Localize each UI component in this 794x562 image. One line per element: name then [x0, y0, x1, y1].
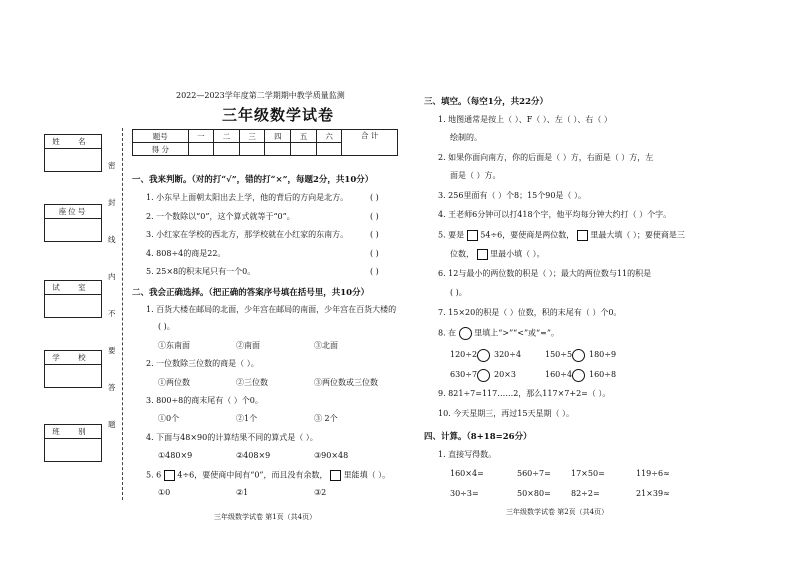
compare-expr: 160÷4: [545, 370, 573, 379]
seal-line: [122, 128, 123, 500]
score-cell[interactable]: [316, 143, 342, 156]
score-header-cell: 五: [291, 130, 317, 143]
calc-item: 160×4=: [450, 469, 484, 478]
calc-item: 560÷7=: [517, 469, 551, 478]
fill-question: 10. 今天星期三，再过15天星期（ ）。: [438, 409, 574, 418]
fill-question: 2. 如果你面向南方，你的后面是（ ）方，右面是（ ）方，左: [438, 153, 654, 162]
q8-prefix: 8. 在: [438, 328, 457, 338]
choice-option: ③ 2个: [314, 414, 338, 423]
score-cell[interactable]: [265, 143, 291, 156]
score-cell[interactable]: [188, 143, 214, 156]
choice-option: ①480×9: [158, 451, 193, 460]
judge-item: 4. 808÷4的商是22。: [146, 249, 226, 258]
seal-char: 答: [108, 383, 116, 392]
compare-circle[interactable]: [477, 349, 490, 362]
choice-question: 3. 800÷8的商末尾有（ ）个0。: [146, 396, 263, 405]
fill-question: 6. 12与最小的两位数的积是（ ）；最大的两位数与11的积是: [438, 269, 652, 278]
blank-box[interactable]: [467, 230, 478, 241]
choice-option: ③90×48: [314, 451, 349, 460]
compare-expr: 160÷8: [589, 370, 617, 379]
part4-heading: 四、计算。（8+18=26分）: [424, 432, 532, 442]
score-row-label: 得 分: [133, 143, 189, 156]
choice-option: ②1个: [236, 414, 258, 423]
score-table: [132, 129, 398, 156]
blank-box[interactable]: [164, 470, 175, 481]
choice-option: ①0个: [158, 414, 180, 423]
q5-middle: 4÷6，要使商中间有“0”，而且没有余数，: [177, 470, 328, 480]
part3-heading: 三、填空。（每空1分，共22分）: [424, 97, 548, 107]
calc-item: 17×50=: [571, 469, 605, 478]
judge-item: 2. 一个数除以“0”，这个算式就等于“0”。: [146, 212, 295, 221]
fill-question: 9. 821÷7=117……2，那么117×7+2=（ ）。: [438, 389, 611, 398]
score-cell[interactable]: [214, 143, 240, 156]
room-field-box: [44, 280, 102, 318]
page2-footer: 三年级数学试卷 第2页（共4页）: [506, 508, 609, 516]
seal-char: 不: [108, 309, 116, 318]
blank-box[interactable]: [477, 249, 488, 260]
calc-item: 50×80=: [517, 489, 551, 498]
exam-subtitle: 2022—2023学年度第二学期期中教学质量监测: [176, 91, 345, 100]
compare-expr: 120÷2: [450, 350, 478, 359]
score-header-cell: 二: [214, 130, 240, 143]
choice-option: ③2: [314, 488, 327, 497]
name-field-box: [44, 134, 102, 172]
score-header-cell: 三: [239, 130, 265, 143]
compare-circle[interactable]: [572, 369, 585, 382]
choice-option: ②408×9: [236, 451, 271, 460]
choice-question: 2. 一位数除三位数的商是（ ）。: [146, 359, 259, 368]
choice-option: ②南面: [236, 341, 260, 350]
choice-option: ③北面: [314, 341, 338, 350]
score-cell[interactable]: [239, 143, 265, 156]
compare-expr: 20×3: [494, 370, 516, 379]
q5-prefix: 5. 要是: [438, 230, 465, 240]
fill-question: [438, 230, 685, 241]
choice-question: 4. 下面与48×90的计算结果不同的算式是（ ）。: [146, 433, 318, 442]
blank-box[interactable]: [577, 230, 588, 241]
seal-char: 题: [108, 420, 116, 429]
exam-title: 三年级数学试卷: [222, 106, 335, 124]
fill-question: [438, 327, 559, 340]
choice-option: ①0: [158, 488, 171, 497]
answer-blank[interactable]: ( ): [370, 267, 379, 276]
part2-heading: 二、我会正确选择。（把正确的答案序号填在括号里，共10分）: [132, 288, 370, 298]
seal-char: 封: [108, 198, 116, 207]
score-header-cell: 四: [265, 130, 291, 143]
compare-expr: 320÷4: [494, 350, 522, 359]
fill-question: 7. 15×20的积是（ ）位数，积的末尾有（ ）个0。: [438, 308, 622, 317]
part1-heading: 一、我来判断。（对的打“√”，错的打“×”，每题2分，共10分）: [132, 175, 374, 185]
class-field-box: [44, 424, 102, 462]
compare-expr: 150÷5: [545, 350, 573, 359]
q5-cont-suffix: 里最小填（ ）。: [490, 249, 545, 259]
score-table-header-row: [133, 130, 398, 143]
page1-footer: 三年级数学试卷 第1页（共4页）: [214, 513, 317, 521]
fill-question-cont: 面是（ ）方。: [450, 171, 501, 180]
q8-suffix: 里填上“>”“<”或“=”。: [474, 328, 559, 338]
compare-circle[interactable]: [477, 369, 490, 382]
blank-box[interactable]: [330, 470, 341, 481]
calc-subheading: 1. 直接写得数。: [438, 450, 497, 459]
seal-char: 线: [108, 235, 116, 244]
school-field-box: [44, 350, 102, 388]
seal-char: 内: [108, 272, 116, 281]
q5-cont-prefix: 位数，: [450, 249, 474, 259]
compare-circle[interactable]: [572, 349, 585, 362]
fill-question: 4. 王老师6分钟可以打418个字，他平均每分钟大约打（ ）个字。: [438, 210, 672, 219]
score-header-cell: 六: [316, 130, 342, 143]
judge-item: 5. 25×8的积末尾只有一个0。: [146, 267, 256, 276]
school-field-label: 学 校: [45, 351, 101, 365]
fill-question: 1. 地图通常是按上（ ）、F（ ）、左（ ）、右（ ）: [438, 115, 612, 124]
fill-question: 3. 256里面有（ ）个8；15个90是（ ）。: [438, 191, 586, 200]
name-field-label: 姓 名: [45, 135, 101, 149]
room-field-label: 试 室: [45, 281, 101, 295]
choice-option: ②三位数: [236, 378, 268, 387]
choice-question: [146, 470, 390, 481]
choice-option: ③两位数或三位数: [314, 378, 378, 387]
q5-suffix: 里能填（ ）。: [343, 470, 391, 480]
compare-circle-icon: [459, 327, 472, 340]
calc-item: 82÷2=: [571, 489, 600, 498]
score-header-cell: 一: [188, 130, 214, 143]
answer-blank[interactable]: ( ): [370, 212, 379, 221]
q5-prefix: 5. 6: [146, 470, 162, 480]
answer-blank[interactable]: ( ): [370, 249, 379, 258]
choice-question: 1. 百货大楼在邮局的北面，少年宫在邮局的南面，少年宫在百货大楼的: [146, 305, 397, 314]
fill-question-cont: [450, 249, 545, 260]
choice-question-cont: ( )。: [158, 322, 175, 331]
answer-blank[interactable]: ( ): [370, 230, 379, 239]
score-total-header: 合 计: [342, 130, 398, 156]
seat-field-label: 座位号: [45, 205, 101, 219]
judge-item: 3. 小红家在学校的西北方，那学校就在小红家的东南方。: [146, 230, 349, 239]
calc-item: 21×39≈: [636, 489, 670, 498]
choice-option: ①东南面: [158, 341, 190, 350]
calc-item: 30÷3=: [450, 489, 479, 498]
seal-char: 密: [108, 161, 116, 170]
calc-item: 119÷6≈: [636, 469, 670, 478]
choice-option: ②1: [236, 488, 249, 497]
compare-expr: 630÷7: [450, 370, 478, 379]
score-header-cell: 题号: [133, 130, 189, 143]
judge-item: 1. 小东早上面朝太阳出去上学，他的背后的方向是北方。: [146, 193, 349, 202]
seat-field-box: [44, 204, 102, 242]
choice-option: ①两位数: [158, 378, 190, 387]
seal-char: 要: [108, 346, 116, 355]
score-cell[interactable]: [291, 143, 317, 156]
answer-blank[interactable]: ( ): [370, 193, 379, 202]
fill-question-cont: ( )。: [450, 288, 467, 297]
class-field-label: 班 别: [45, 425, 101, 439]
compare-expr: 180÷9: [589, 350, 617, 359]
q5-suffix: 里最大填（ ）；要使商是三: [590, 230, 685, 240]
fill-question-cont: 绘制的。: [450, 133, 482, 142]
q5-middle: 54÷6，要使商是两位数，: [480, 230, 575, 240]
